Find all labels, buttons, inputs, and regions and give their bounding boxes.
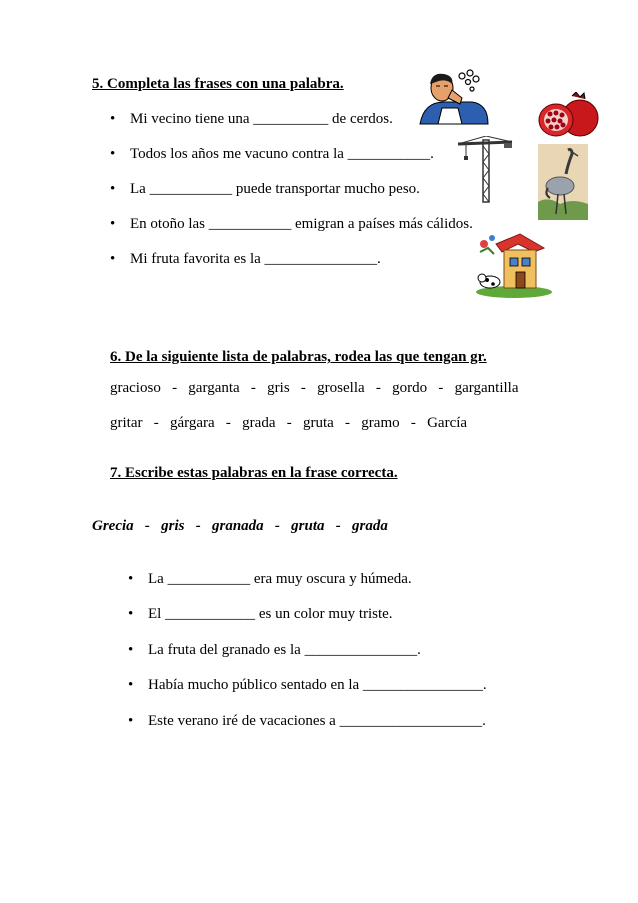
s5-item-2: Todos los años me vacuno contra la ___________. (130, 146, 434, 162)
sick-person-icon (418, 68, 490, 126)
section6-heading: 6. De la siguiente lista de palabras, rodea las que tengan gr. (110, 349, 487, 365)
bullet-icon: • (110, 146, 116, 162)
s5-item-3: La ___________ puede transportar mucho peso. (130, 181, 420, 197)
s5-item-4: En otoño las ___________ emigran a países más cálidos. (130, 216, 473, 232)
section5-heading: 5. Completa las frases con una palabra. (92, 76, 344, 92)
s7-item-4: Había mucho público sentado en la ________________. (148, 677, 487, 693)
section7-heading: 7. Escribe estas palabras en la frase correcta. (110, 465, 398, 481)
s5-item-5: Mi fruta favorita es la _______________. (130, 251, 381, 267)
farm-house-icon (474, 230, 552, 298)
crane-tower-icon (458, 136, 514, 204)
s7-item-1: La ___________ era muy oscura y húmeda. (148, 571, 412, 587)
bullet-icon: • (110, 111, 116, 127)
bullet-icon: • (128, 606, 134, 622)
bullet-icon: • (128, 571, 134, 587)
pomegranate-icon (536, 92, 600, 142)
s7-item-3: La fruta del granado es la _______________. (148, 642, 421, 658)
bullet-icon: • (128, 713, 134, 729)
bullet-icon: • (110, 251, 116, 267)
bullet-icon: • (128, 642, 134, 658)
s7-item-5: Este verano iré de vacaciones a ___________________. (148, 713, 486, 729)
bullet-icon: • (110, 216, 116, 232)
crane-bird-icon (538, 144, 588, 220)
word-list-row-2: gritar - gárgara - grada - gruta - gramo - García (110, 415, 468, 431)
s7-item-2: El ____________ es un color muy triste. (148, 606, 393, 622)
bullet-icon: • (110, 181, 116, 197)
word-bank: Grecia - gris - granada - gruta - grada (92, 518, 388, 534)
word-list-row-1: gracioso - garganta - gris - grosella - gordo - gargantilla (110, 380, 519, 396)
bullet-icon: • (128, 677, 134, 693)
s5-item-1: Mi vecino tiene una __________ de cerdos. (130, 111, 393, 127)
